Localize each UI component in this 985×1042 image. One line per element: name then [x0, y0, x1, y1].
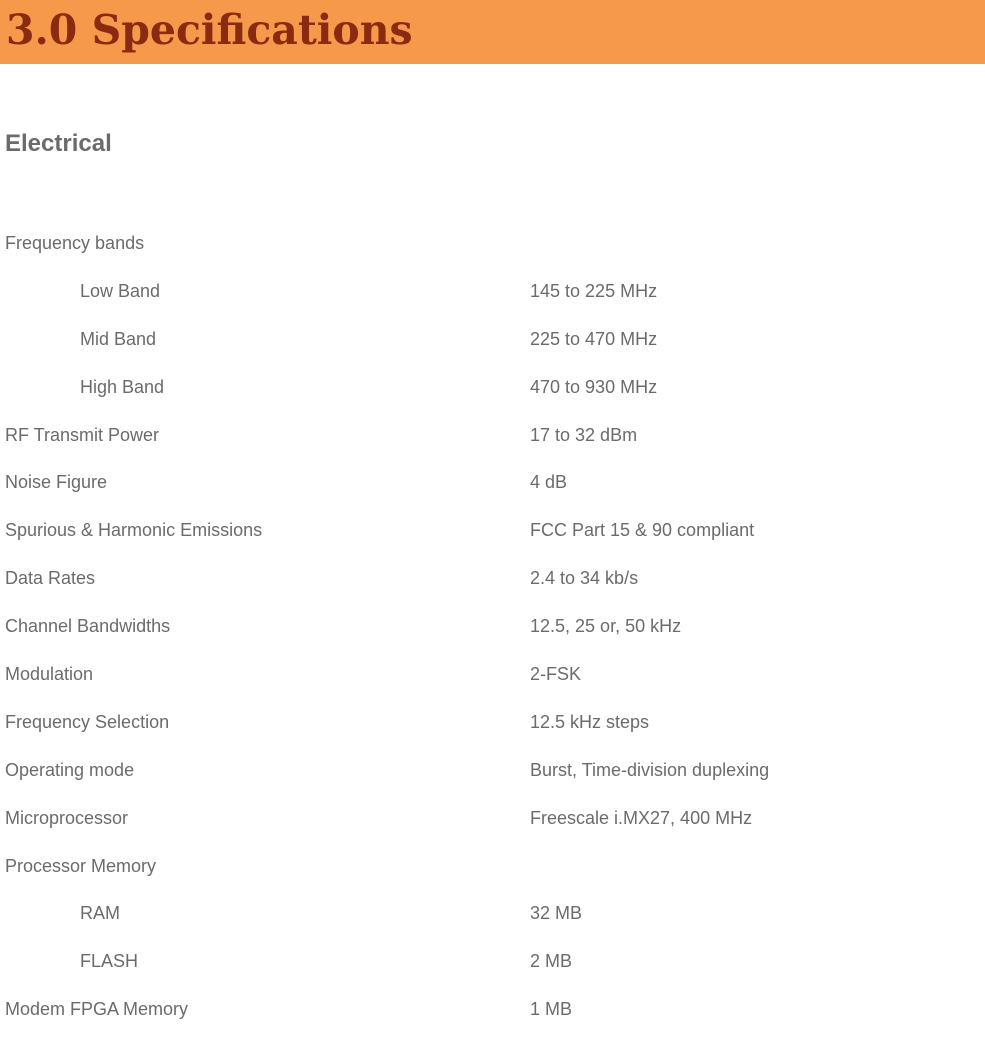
- spec-row: [0, 420, 985, 468]
- spec-row: [0, 946, 985, 994]
- spec-row: [0, 515, 985, 563]
- spec-value: 2.4 to 34 kb/s: [530, 568, 639, 589]
- spec-row: [0, 276, 985, 324]
- spec-label: Processor Memory: [5, 855, 157, 876]
- spec-value: Burst, Time-division duplexing: [530, 759, 770, 780]
- spec-label: Frequency bands: [5, 233, 145, 253]
- spec-label: RAM: [80, 903, 120, 924]
- spec-value: 145 to 225 MHz: [530, 280, 658, 301]
- spec-row: [0, 563, 985, 611]
- spec-label: Spurious & Harmonic Emissions: [5, 520, 263, 541]
- spec-row: [0, 659, 985, 707]
- spec-row: [0, 372, 985, 420]
- spec-row: [0, 611, 985, 659]
- spec-value: 4 dB: [530, 472, 568, 493]
- spec-row: [0, 755, 985, 803]
- section-heading-electrical: Electrical: [5, 130, 112, 157]
- spec-row: [0, 467, 985, 515]
- spec-value: FCC Part 15 & 90 compliant: [530, 520, 755, 541]
- spec-value: 225 to 470 MHz: [530, 328, 658, 349]
- spec-value: 2 MB: [530, 951, 573, 972]
- spec-label: Mid Band: [80, 328, 157, 349]
- spec-label: High Band: [80, 376, 165, 397]
- spec-label: Data Rates: [5, 568, 96, 589]
- section-header-bar: [0, 0, 985, 64]
- spec-value: Freescale i.MX27, 400 MHz: [530, 807, 753, 828]
- spec-label: RF Transmit Power: [5, 424, 160, 445]
- spec-row: [0, 898, 985, 946]
- spec-label: Frequency Selection: [5, 711, 170, 732]
- spec-list: [0, 228, 985, 1042]
- spec-value: 32 MB: [530, 903, 583, 924]
- spec-row: [0, 851, 985, 899]
- spec-row: [0, 228, 985, 276]
- spec-row: [0, 803, 985, 851]
- spec-value: 470 to 930 MHz: [530, 376, 658, 397]
- spec-label: Microprocessor: [5, 807, 129, 828]
- spec-label: Operating mode: [5, 759, 135, 780]
- spec-value: 17 to 32 dBm: [530, 424, 638, 445]
- spec-label: Low Band: [80, 280, 161, 301]
- page-title: 3.0 Specifications: [6, 6, 413, 54]
- spec-row: [0, 324, 985, 372]
- spec-row: [0, 994, 985, 1042]
- spec-value: 1 MB: [530, 999, 573, 1020]
- spec-label: Modulation: [5, 664, 94, 685]
- spec-label: Modem FPGA Memory: [5, 999, 189, 1020]
- spec-value: 12.5 kHz steps: [530, 711, 650, 732]
- spec-row: [0, 707, 985, 755]
- spec-label: Noise Figure: [5, 472, 108, 493]
- spec-value: 12.5, 25 or, 50 kHz: [530, 616, 682, 637]
- spec-label: FLASH: [80, 951, 139, 972]
- spec-value: 2-FSK: [530, 664, 582, 685]
- spec-label: Channel Bandwidths: [5, 616, 171, 637]
